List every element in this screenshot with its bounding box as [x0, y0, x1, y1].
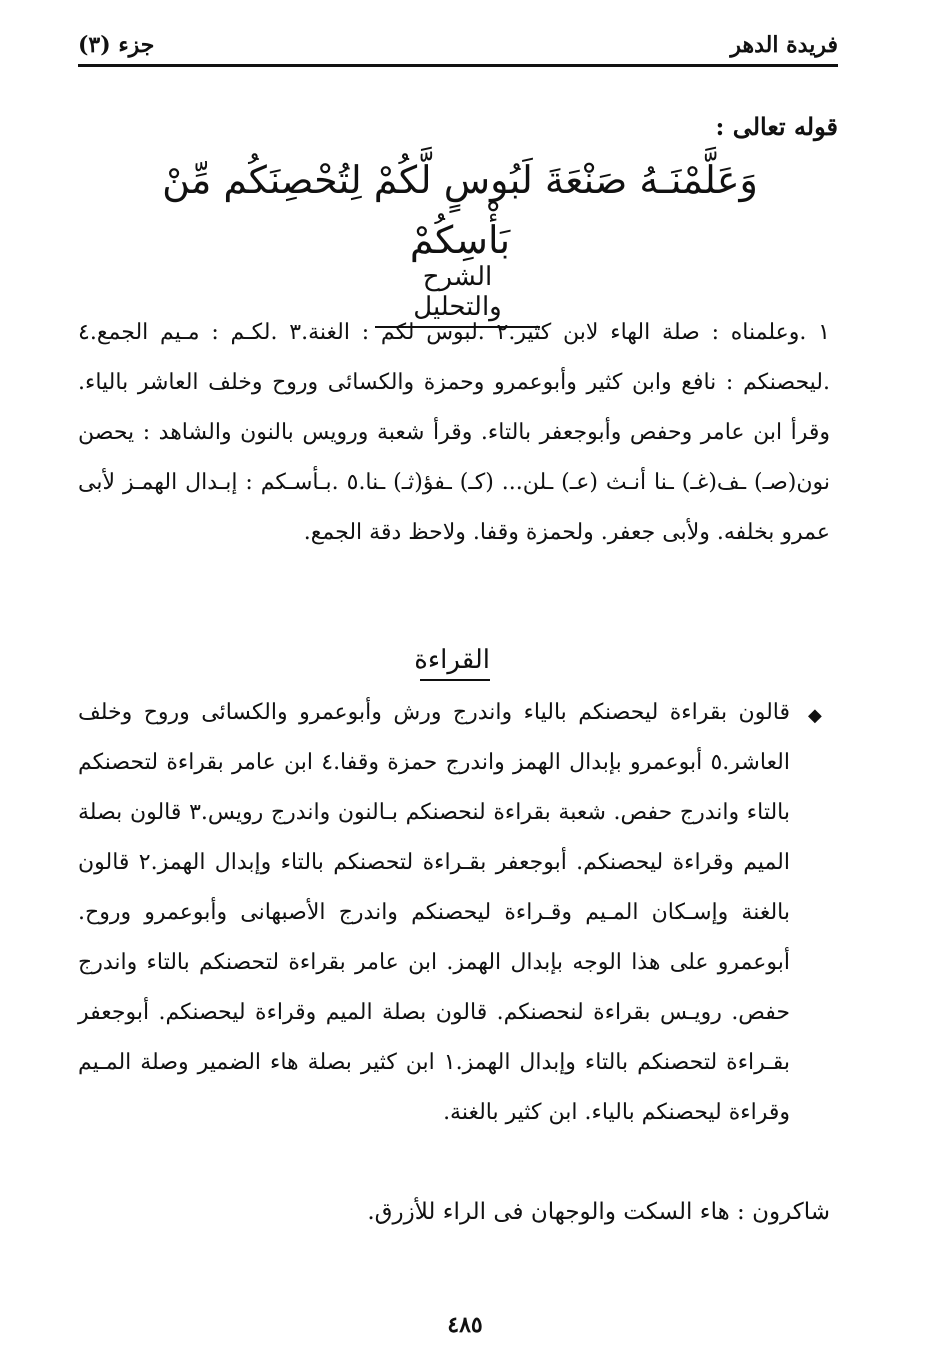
running-header: [78, 30, 838, 67]
book-title: فريدة الدهر: [730, 32, 838, 58]
explanation-paragraph: ١ .وعلمناه : صلة الهاء لابن كثير.٢ .لبوس لكم : الغنة.٣ .لكـم : مـيم الجمع.٤ .ليحصنكم : نافع وابن كثير وأبوعمرو وحمزة والكسائى وروح وخلف العاشر بالياء. وقرأ ابن عامر وحفص وأبوجعفر بالتاء. وقرأ شعبة ورويس بالنون والشاهد : يحصن نون(صـ) ـف(غـ) ـنا أنـث (عـ) ـلن... (كـ) ـفؤ(ثـ) ـنا.٥ .بـأسـكم : إبـدال الهمـز لأبى عمرو بخلفه. ولأبى جعفر. ولحمزة وقفا. ولاحظ دقة الجمع.: [78, 320, 830, 545]
section-heading-reading: القراءة: [420, 645, 490, 681]
quran-verse: وَعَلَّمْنَـهُ صَنْعَةَ لَبُوسٍ لَّكُمْ لِتُحْصِنَكُم مِّنْ بَأْسِكُمْ: [162, 158, 758, 262]
closing-note: شاكرون : هاء السكت والوجهان فى الراء للأزرق.: [367, 1199, 830, 1225]
page-number: ٤٨٥: [447, 1312, 483, 1338]
diamond-bullet-icon: ◆: [808, 705, 822, 726]
verse-intro: قوله تعالى :: [715, 112, 838, 141]
section-heading-explanation: الشرح والتحليل: [375, 262, 540, 328]
part-number: جزء (٣): [78, 32, 155, 58]
reading-paragraph: قالون بقراءة ليحصنكم بالياء واندرج ورش وأبوعمرو والكسائى وروح وخلف العاشر.٥ أبوعمرو بإبدال الهمز واندرج حمزة وقفا.٤ ابن عامر بقراءة لتحصنكم بالتاء واندرج حفص. شعبة بقراءة لنحصنكم بـالنون واندرج رويس.٣ قالون بصلة الميم وقراءة ليحصنكم. أبوجعفر بقـراءة لتحصنكم بالتاء وإبدال الهمز.٢ قالون بالغنة وإسـكان المـيم وقـراءة ليحصنكم واندرج الأصبهانى وأبوعمرو وروح. أبوعمرو على هذا الوجه بإبدال الهمز. ابن عامر بقراءة لتحصنكم بالتاء واندرج حفص. رويـس بقراءة لنحصنكم. قالون بصلة الميم وقراءة ليحصنكم. أبوجعفر بقـراءة لتحصنكم بالتاء وإبدال الهمز.١ ابن كثير بصلة هاء الضمير وصلة المـيم وقراءة ليحصنكم بالياء. ابن كثير بالغنة.: [78, 700, 791, 1125]
